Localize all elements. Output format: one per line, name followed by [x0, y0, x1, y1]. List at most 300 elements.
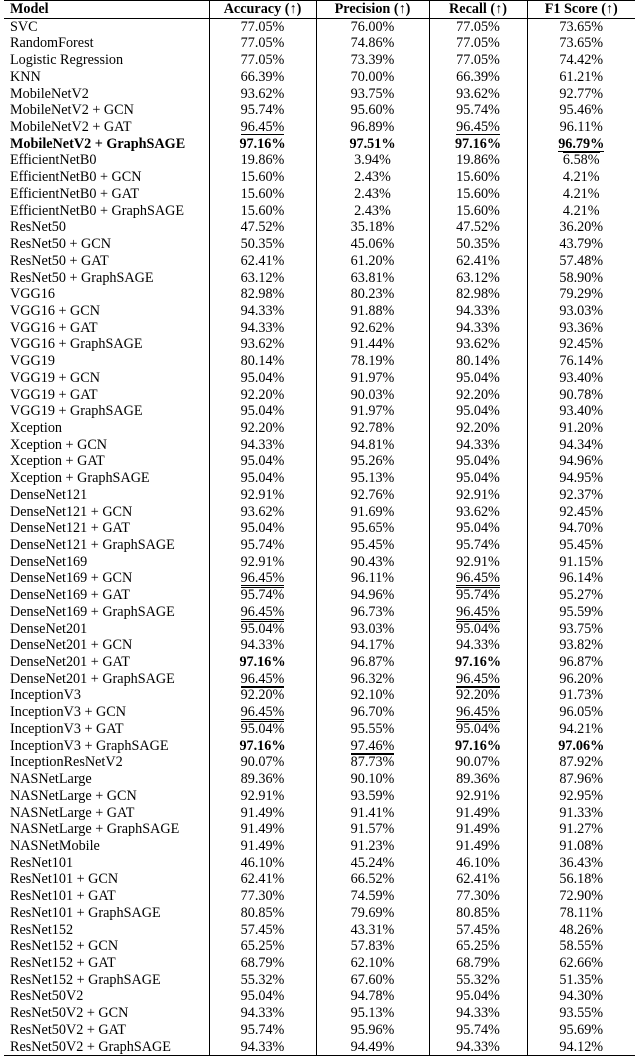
model-cell: VGG19 — [4, 353, 209, 370]
f1-score-value: 36.20% — [559, 219, 604, 236]
recall-cell — [429, 387, 527, 404]
model-cell: DenseNet201 + GCN — [4, 637, 209, 654]
f1-score-value: 93.40% — [559, 369, 604, 386]
accuracy-cell — [209, 821, 316, 838]
accuracy-cell — [209, 704, 316, 721]
f1-score-value: 95.59% — [559, 603, 604, 620]
accuracy-cell — [209, 922, 316, 939]
table-row — [4, 955, 635, 972]
recall-value: 92.20% — [456, 386, 500, 403]
precision-cell — [316, 370, 429, 387]
table-row — [4, 1039, 635, 1056]
precision-value: 91.57% — [350, 821, 395, 838]
header-precision: Precision (↑) — [316, 1, 429, 19]
f1-score-value: 62.66% — [559, 954, 604, 971]
f1-score-value: 93.40% — [559, 403, 604, 420]
f1-score-value: 4.21% — [562, 185, 600, 202]
accuracy-cell — [209, 403, 316, 420]
model-cell: InceptionV3 + GraphSAGE — [4, 738, 209, 755]
model-cell: NASNetMobile — [4, 838, 209, 855]
precision-cell — [316, 704, 429, 721]
model-cell: NASNetLarge + GCN — [4, 788, 209, 805]
accuracy-cell — [209, 152, 316, 169]
precision-cell — [316, 420, 429, 437]
f1-score-value: 93.36% — [559, 319, 604, 336]
f1-score-cell — [527, 704, 635, 721]
f1-score-value: 94.70% — [559, 520, 604, 537]
recall-cell — [429, 838, 527, 855]
model-cell: VGG16 — [4, 286, 209, 303]
precision-value: 2.43% — [354, 169, 391, 186]
header-f1-score: F1 Score (↑) — [527, 1, 635, 19]
precision-cell — [316, 637, 429, 654]
precision-value: 91.41% — [350, 804, 395, 821]
f1-score-value: 72.90% — [559, 888, 604, 905]
precision-cell — [316, 687, 429, 704]
f1-score-value: 48.26% — [559, 921, 604, 938]
precision-cell — [316, 604, 429, 621]
table-row — [4, 520, 635, 537]
recall-value: 15.60% — [456, 169, 500, 186]
accuracy-cell — [209, 52, 316, 69]
recall-value: 92.20% — [456, 687, 500, 704]
table-row — [4, 855, 635, 872]
accuracy-cell — [209, 470, 316, 487]
recall-value: 95.04% — [456, 453, 500, 470]
precision-cell — [316, 554, 429, 571]
accuracy-cell — [209, 35, 316, 52]
accuracy-cell — [209, 286, 316, 303]
model-cell: DenseNet121 + GCN — [4, 504, 209, 521]
model-cell: Xception — [4, 420, 209, 437]
precision-value: 96.73% — [350, 603, 395, 620]
recall-value: 95.74% — [456, 537, 500, 553]
precision-value: 94.17% — [350, 637, 395, 654]
precision-cell — [316, 587, 429, 604]
recall-value: 57.45% — [456, 921, 500, 938]
precision-cell — [316, 972, 429, 989]
recall-value: 15.60% — [456, 185, 500, 202]
f1-score-cell — [527, 69, 635, 86]
accuracy-value: 94.33% — [240, 1005, 285, 1022]
model-cell: VGG16 + GCN — [4, 303, 209, 320]
accuracy-cell — [209, 754, 316, 771]
table-row — [4, 253, 635, 270]
f1-score-cell — [527, 537, 635, 554]
accuracy-cell — [209, 520, 316, 537]
f1-score-value: 91.20% — [559, 419, 604, 436]
accuracy-value: 92.91% — [240, 486, 285, 503]
recall-cell — [429, 687, 527, 704]
recall-cell — [429, 654, 527, 671]
model-cell: DenseNet201 — [4, 621, 209, 638]
f1-score-value: 96.14% — [559, 570, 604, 587]
precision-value: 45.06% — [350, 236, 395, 253]
recall-cell — [429, 52, 527, 69]
f1-score-value: 96.05% — [559, 704, 604, 721]
recall-value: 95.04% — [456, 520, 500, 537]
model-cell: ResNet50V2 — [4, 988, 209, 1005]
accuracy-value: 96.45% — [240, 603, 285, 620]
f1-score-value: 56.18% — [559, 871, 604, 888]
recall-cell — [429, 537, 527, 554]
precision-value: 92.76% — [350, 486, 395, 503]
f1-score-value: 91.33% — [559, 804, 604, 821]
recall-value: 92.91% — [456, 486, 500, 503]
f1-score-cell — [527, 1039, 635, 1056]
precision-cell — [316, 119, 429, 136]
accuracy-cell — [209, 336, 316, 353]
precision-cell — [316, 453, 429, 470]
recall-value: 95.04% — [456, 988, 500, 1005]
recall-value: 15.60% — [456, 202, 500, 219]
precision-cell — [316, 353, 429, 370]
accuracy-cell — [209, 637, 316, 654]
recall-value: 95.74% — [456, 587, 500, 604]
precision-cell — [316, 152, 429, 169]
f1-score-cell — [527, 253, 635, 270]
accuracy-value: 94.33% — [240, 319, 285, 336]
precision-cell — [316, 136, 429, 153]
f1-score-value: 94.12% — [559, 1038, 604, 1055]
accuracy-cell — [209, 788, 316, 805]
recall-value: 94.33% — [456, 302, 500, 319]
accuracy-value: 55.32% — [240, 971, 285, 988]
accuracy-cell — [209, 1022, 316, 1039]
precision-cell — [316, 871, 429, 888]
accuracy-cell — [209, 838, 316, 855]
accuracy-value: 95.74% — [240, 1021, 285, 1038]
header-accuracy: Accuracy (↑) — [209, 1, 316, 19]
recall-value: 66.39% — [456, 68, 500, 85]
accuracy-cell — [209, 1005, 316, 1022]
recall-value: 93.62% — [456, 336, 500, 353]
f1-score-cell — [527, 838, 635, 855]
f1-score-cell — [527, 738, 635, 755]
f1-score-value: 61.21% — [559, 68, 604, 85]
accuracy-value: 91.49% — [240, 804, 285, 821]
table-row — [4, 336, 635, 353]
recall-cell — [429, 236, 527, 253]
f1-score-value: 58.55% — [559, 938, 604, 955]
precision-value: 95.65% — [350, 520, 395, 537]
f1-score-value: 57.48% — [559, 252, 604, 269]
f1-score-value: 93.75% — [559, 620, 604, 637]
precision-value: 95.96% — [350, 1021, 395, 1038]
precision-cell — [316, 336, 429, 353]
accuracy-cell — [209, 69, 316, 86]
accuracy-value: 92.20% — [240, 386, 285, 403]
accuracy-cell — [209, 671, 316, 688]
accuracy-value: 15.60% — [240, 169, 285, 186]
model-cell: DenseNet169 — [4, 554, 209, 571]
f1-score-cell — [527, 554, 635, 571]
precision-value: 96.70% — [350, 704, 395, 721]
f1-score-cell — [527, 972, 635, 989]
model-cell: DenseNet121 + GraphSAGE — [4, 537, 209, 554]
recall-value: 77.05% — [456, 18, 500, 35]
table-row — [4, 504, 635, 521]
accuracy-cell — [209, 487, 316, 504]
accuracy-value: 93.62% — [240, 85, 285, 102]
accuracy-cell — [209, 102, 316, 119]
f1-score-cell — [527, 403, 635, 420]
recall-value: 82.98% — [456, 286, 500, 303]
table-row — [4, 1005, 635, 1022]
precision-value: 91.97% — [350, 369, 395, 386]
precision-cell — [316, 504, 429, 521]
accuracy-cell — [209, 136, 316, 153]
table-row — [4, 805, 635, 822]
f1-score-cell — [527, 35, 635, 52]
recall-value: 90.07% — [456, 754, 500, 771]
model-cell: ResNet152 + GCN — [4, 938, 209, 955]
f1-score-cell — [527, 437, 635, 454]
table-row — [4, 286, 635, 303]
precision-cell — [316, 922, 429, 939]
recall-cell — [429, 420, 527, 437]
recall-value: 97.16% — [454, 737, 502, 754]
accuracy-value: 63.12% — [240, 269, 285, 286]
model-cell: ResNet50V2 + GAT — [4, 1022, 209, 1039]
recall-cell — [429, 353, 527, 370]
f1-score-cell — [527, 604, 635, 621]
precision-cell — [316, 1039, 429, 1056]
accuracy-cell — [209, 871, 316, 888]
recall-value: 68.79% — [456, 954, 500, 971]
accuracy-value: 93.62% — [240, 503, 285, 520]
table-row — [4, 922, 635, 939]
accuracy-cell — [209, 888, 316, 905]
precision-value: 2.43% — [354, 185, 391, 202]
f1-score-cell — [527, 487, 635, 504]
model-cell: NASNetLarge + GraphSAGE — [4, 821, 209, 838]
recall-value: 94.33% — [456, 436, 500, 453]
precision-value: 96.11% — [350, 570, 395, 587]
f1-score-value: 93.55% — [559, 1005, 604, 1022]
table-body — [4, 18, 635, 1056]
precision-value: 97.51% — [349, 135, 396, 152]
model-cell: ResNet101 + GraphSAGE — [4, 905, 209, 922]
precision-cell — [316, 437, 429, 454]
precision-cell — [316, 35, 429, 52]
f1-score-value: 91.73% — [559, 687, 604, 704]
recall-cell — [429, 554, 527, 571]
table-row — [4, 821, 635, 838]
accuracy-cell — [209, 654, 316, 671]
table-row — [4, 152, 635, 169]
table-row — [4, 537, 635, 554]
precision-value: 78.19% — [350, 353, 395, 370]
precision-value: 93.59% — [350, 787, 395, 804]
accuracy-cell — [209, 119, 316, 136]
precision-cell — [316, 838, 429, 855]
precision-value: 57.83% — [350, 938, 395, 955]
recall-value: 77.30% — [456, 888, 500, 905]
precision-value: 95.60% — [350, 102, 395, 119]
precision-value: 96.32% — [350, 670, 395, 687]
model-cell: EfficientNetB0 + GCN — [4, 169, 209, 186]
f1-score-cell — [527, 203, 635, 220]
accuracy-cell — [209, 1039, 316, 1056]
precision-cell — [316, 270, 429, 287]
accuracy-value: 92.91% — [240, 553, 285, 570]
recall-value: 63.12% — [456, 269, 500, 286]
precision-value: 87.73% — [350, 754, 395, 771]
table-row — [4, 738, 635, 755]
accuracy-cell — [209, 18, 316, 35]
recall-cell — [429, 86, 527, 103]
recall-cell — [429, 152, 527, 169]
recall-cell — [429, 35, 527, 52]
accuracy-cell — [209, 738, 316, 755]
precision-value: 94.78% — [350, 988, 395, 1005]
f1-score-value: 73.65% — [559, 35, 604, 52]
model-cell: DenseNet169 + GraphSAGE — [4, 604, 209, 621]
accuracy-cell — [209, 270, 316, 287]
accuracy-value: 50.35% — [240, 236, 285, 253]
precision-cell — [316, 537, 429, 554]
precision-value: 35.18% — [350, 219, 395, 236]
precision-value: 93.03% — [350, 620, 395, 637]
f1-score-value: 76.14% — [559, 353, 604, 370]
f1-score-value: 94.96% — [559, 453, 604, 470]
accuracy-value: 47.52% — [240, 219, 285, 236]
recall-cell — [429, 69, 527, 86]
accuracy-cell — [209, 621, 316, 638]
precision-value: 76.00% — [350, 18, 395, 35]
accuracy-value: 19.86% — [240, 152, 285, 169]
table-row — [4, 871, 635, 888]
recall-cell — [429, 721, 527, 738]
accuracy-cell — [209, 587, 316, 604]
accuracy-cell — [209, 771, 316, 788]
f1-score-cell — [527, 152, 635, 169]
recall-value: 95.04% — [456, 403, 500, 420]
recall-cell — [429, 621, 527, 638]
precision-value: 63.81% — [350, 269, 395, 286]
f1-score-value: 51.35% — [559, 971, 604, 988]
accuracy-value: 97.16% — [239, 654, 286, 671]
table-row — [4, 18, 635, 35]
table-row — [4, 1022, 635, 1039]
accuracy-cell — [209, 504, 316, 521]
table-row — [4, 203, 635, 220]
f1-score-value: 92.77% — [559, 85, 604, 102]
recall-value: 19.86% — [456, 152, 500, 169]
f1-score-value: 94.21% — [559, 720, 604, 737]
accuracy-cell — [209, 437, 316, 454]
precision-cell — [316, 738, 429, 755]
recall-cell — [429, 587, 527, 604]
precision-value: 95.13% — [350, 470, 395, 487]
recall-value: 94.33% — [456, 1038, 500, 1055]
recall-value: 91.49% — [456, 804, 500, 821]
f1-score-cell — [527, 721, 635, 738]
model-cell: ResNet50 + GraphSAGE — [4, 270, 209, 287]
accuracy-value: 15.60% — [240, 202, 285, 219]
f1-score-value: 95.27% — [559, 587, 604, 604]
accuracy-value: 95.04% — [240, 453, 285, 470]
recall-cell — [429, 871, 527, 888]
model-cell: Logistic Regression — [4, 52, 209, 69]
table-row — [4, 972, 635, 989]
precision-value: 91.88% — [350, 302, 395, 319]
table-row — [4, 604, 635, 621]
accuracy-value: 82.98% — [240, 286, 285, 303]
accuracy-cell — [209, 721, 316, 738]
accuracy-cell — [209, 687, 316, 704]
precision-cell — [316, 236, 429, 253]
accuracy-value: 57.45% — [240, 921, 285, 938]
accuracy-cell — [209, 955, 316, 972]
f1-score-cell — [527, 303, 635, 320]
recall-cell — [429, 219, 527, 236]
precision-cell — [316, 487, 429, 504]
precision-value: 97.46% — [350, 737, 395, 754]
table-row — [4, 621, 635, 638]
recall-value: 55.32% — [456, 971, 500, 988]
precision-value: 95.26% — [350, 453, 395, 470]
recall-cell — [429, 938, 527, 955]
f1-score-cell — [527, 52, 635, 69]
accuracy-cell — [209, 537, 316, 554]
precision-value: 2.43% — [354, 202, 391, 219]
recall-value: 92.20% — [456, 419, 500, 436]
precision-value: 96.87% — [350, 654, 395, 671]
accuracy-cell — [209, 320, 316, 337]
table-row — [4, 838, 635, 855]
recall-cell — [429, 1022, 527, 1039]
f1-score-cell — [527, 336, 635, 353]
table-row — [4, 570, 635, 587]
f1-score-value: 92.37% — [559, 486, 604, 503]
recall-value: 94.33% — [456, 637, 500, 654]
model-cell: VGG16 + GAT — [4, 320, 209, 337]
precision-cell — [316, 387, 429, 404]
accuracy-value: 80.14% — [240, 353, 285, 370]
f1-score-value: 43.79% — [559, 236, 604, 253]
recall-cell — [429, 470, 527, 487]
accuracy-cell — [209, 938, 316, 955]
f1-score-value: 96.20% — [559, 670, 604, 687]
f1-score-cell — [527, 86, 635, 103]
table-row — [4, 637, 635, 654]
accuracy-value: 96.45% — [240, 704, 285, 721]
precision-cell — [316, 754, 429, 771]
table-row — [4, 487, 635, 504]
accuracy-value: 15.60% — [240, 185, 285, 202]
recall-cell — [429, 102, 527, 119]
table-row — [4, 86, 635, 103]
recall-cell — [429, 253, 527, 270]
recall-cell — [429, 604, 527, 621]
recall-cell — [429, 336, 527, 353]
f1-score-value: 74.42% — [559, 52, 604, 69]
precision-cell — [316, 570, 429, 587]
recall-value: 80.85% — [456, 904, 500, 921]
accuracy-cell — [209, 604, 316, 621]
precision-cell — [316, 520, 429, 537]
recall-cell — [429, 437, 527, 454]
f1-score-cell — [527, 353, 635, 370]
precision-value: 94.96% — [350, 587, 395, 604]
precision-cell — [316, 253, 429, 270]
f1-score-cell — [527, 637, 635, 654]
recall-cell — [429, 905, 527, 922]
table-row — [4, 470, 635, 487]
f1-score-value: 95.45% — [559, 537, 604, 553]
